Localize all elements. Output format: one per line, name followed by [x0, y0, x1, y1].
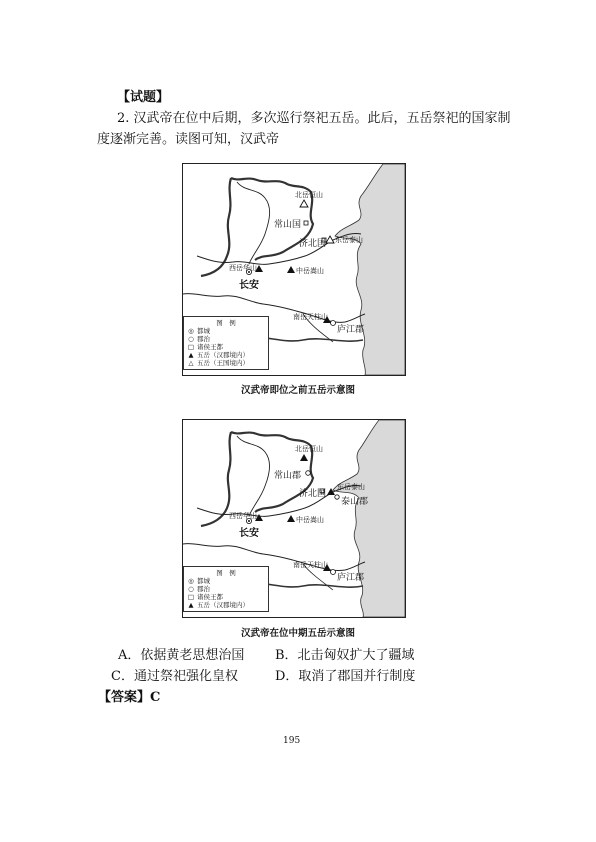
map2-label-jibei: 济北国 — [299, 489, 327, 499]
map1-label-center-mountain: 中岳嵩山 — [296, 267, 324, 275]
map1-label-changshan: 常山国 — [274, 220, 302, 230]
map2-caption: 汉武帝在位中期五岳示意图 — [240, 628, 355, 639]
map1-legend-item: 诸侯王都 — [197, 343, 223, 351]
map2-legend-item: 诸侯王都 — [197, 593, 223, 601]
capital-icon: ◎ — [188, 577, 194, 585]
commandery-seat-icon: ○ — [188, 335, 194, 343]
kingdom-capital-icon: □ — [187, 593, 195, 601]
map2-label-north-mountain: 北岳恒山 — [295, 445, 323, 453]
map2-legend-item: 都城 — [197, 577, 210, 585]
map2-legend-title: 图 例 — [216, 569, 236, 577]
page-number: 195 — [283, 736, 301, 746]
map2-label-changshan: 常山郡 — [274, 471, 302, 481]
map1-label-south-mountain: 南岳天柱山 — [293, 313, 328, 321]
capital-icon: ◎ — [188, 327, 194, 335]
question-line-2: 度逐渐完善。读图可知，汉武帝 — [97, 132, 280, 147]
map2-label-lujiang: 庐江郡 — [337, 573, 365, 583]
map1-label-east-mountain: 东岳泰山 — [335, 236, 363, 244]
map1-legend-item: 郡治 — [197, 335, 210, 343]
map1-label-changan: 长安 — [239, 280, 259, 291]
map1-label-west-mountain: 西岳华山 — [229, 264, 257, 272]
map2-label-south-mountain: 南岳天柱山 — [293, 561, 328, 569]
map1-legend-title: 图 例 — [216, 319, 236, 327]
map2-label-center-mountain: 中岳嵩山 — [296, 516, 324, 524]
kingdom-capital-icon: □ — [187, 343, 195, 351]
map2-label-west-mountain: 西岳华山 — [229, 512, 257, 520]
map2-legend — [183, 566, 269, 612]
map1-label-lujiang: 庐江郡 — [337, 325, 365, 335]
map1-label-jibei: 济北国 — [299, 239, 327, 249]
option-b: B．北击匈奴扩大了疆域 — [275, 648, 415, 663]
map2-legend-item: 五岳（汉郡境内） — [197, 601, 249, 609]
map1-legend-item: 五岳（王国境内） — [197, 359, 249, 367]
option-a: A．依据黄老思想治国 — [118, 648, 245, 663]
map-mid-reign — [182, 419, 406, 618]
question-header-label: 【试题】 — [117, 90, 170, 105]
option-c: C．通过祭祀强化皇权 — [111, 669, 238, 684]
map2-label-taishan-jun: 泰山郡 — [341, 497, 369, 507]
commandery-seat-icon: ○ — [188, 585, 194, 593]
map2-label-changan: 长安 — [239, 528, 259, 539]
filled-triangle-icon: ▲ — [188, 351, 194, 359]
map-before-accession — [182, 163, 406, 376]
open-triangle-icon: △ — [188, 359, 194, 367]
map1-legend — [183, 316, 269, 370]
map1-legend-item: 都城 — [197, 327, 210, 335]
question-line-1: 2. 汉武帝在位中后期，多次巡行祭祀五岳。此后，五岳祭祀的国家制 — [117, 111, 511, 126]
answer-label: 【答案】C — [98, 690, 161, 705]
map1-label-north-mountain: 北岳恒山 — [295, 191, 323, 199]
map2-legend-item: 郡治 — [197, 585, 210, 593]
north-mountain-open-triangle — [300, 200, 308, 207]
map2-label-east-mountain: 东岳泰山 — [337, 483, 365, 491]
option-d: D．取消了郡国并行制度 — [275, 669, 416, 684]
filled-triangle-icon: ▲ — [188, 601, 194, 609]
map1-legend-item: 五岳（汉郡境内） — [197, 351, 249, 359]
map1-caption: 汉武帝即位之前五岳示意图 — [240, 385, 355, 396]
